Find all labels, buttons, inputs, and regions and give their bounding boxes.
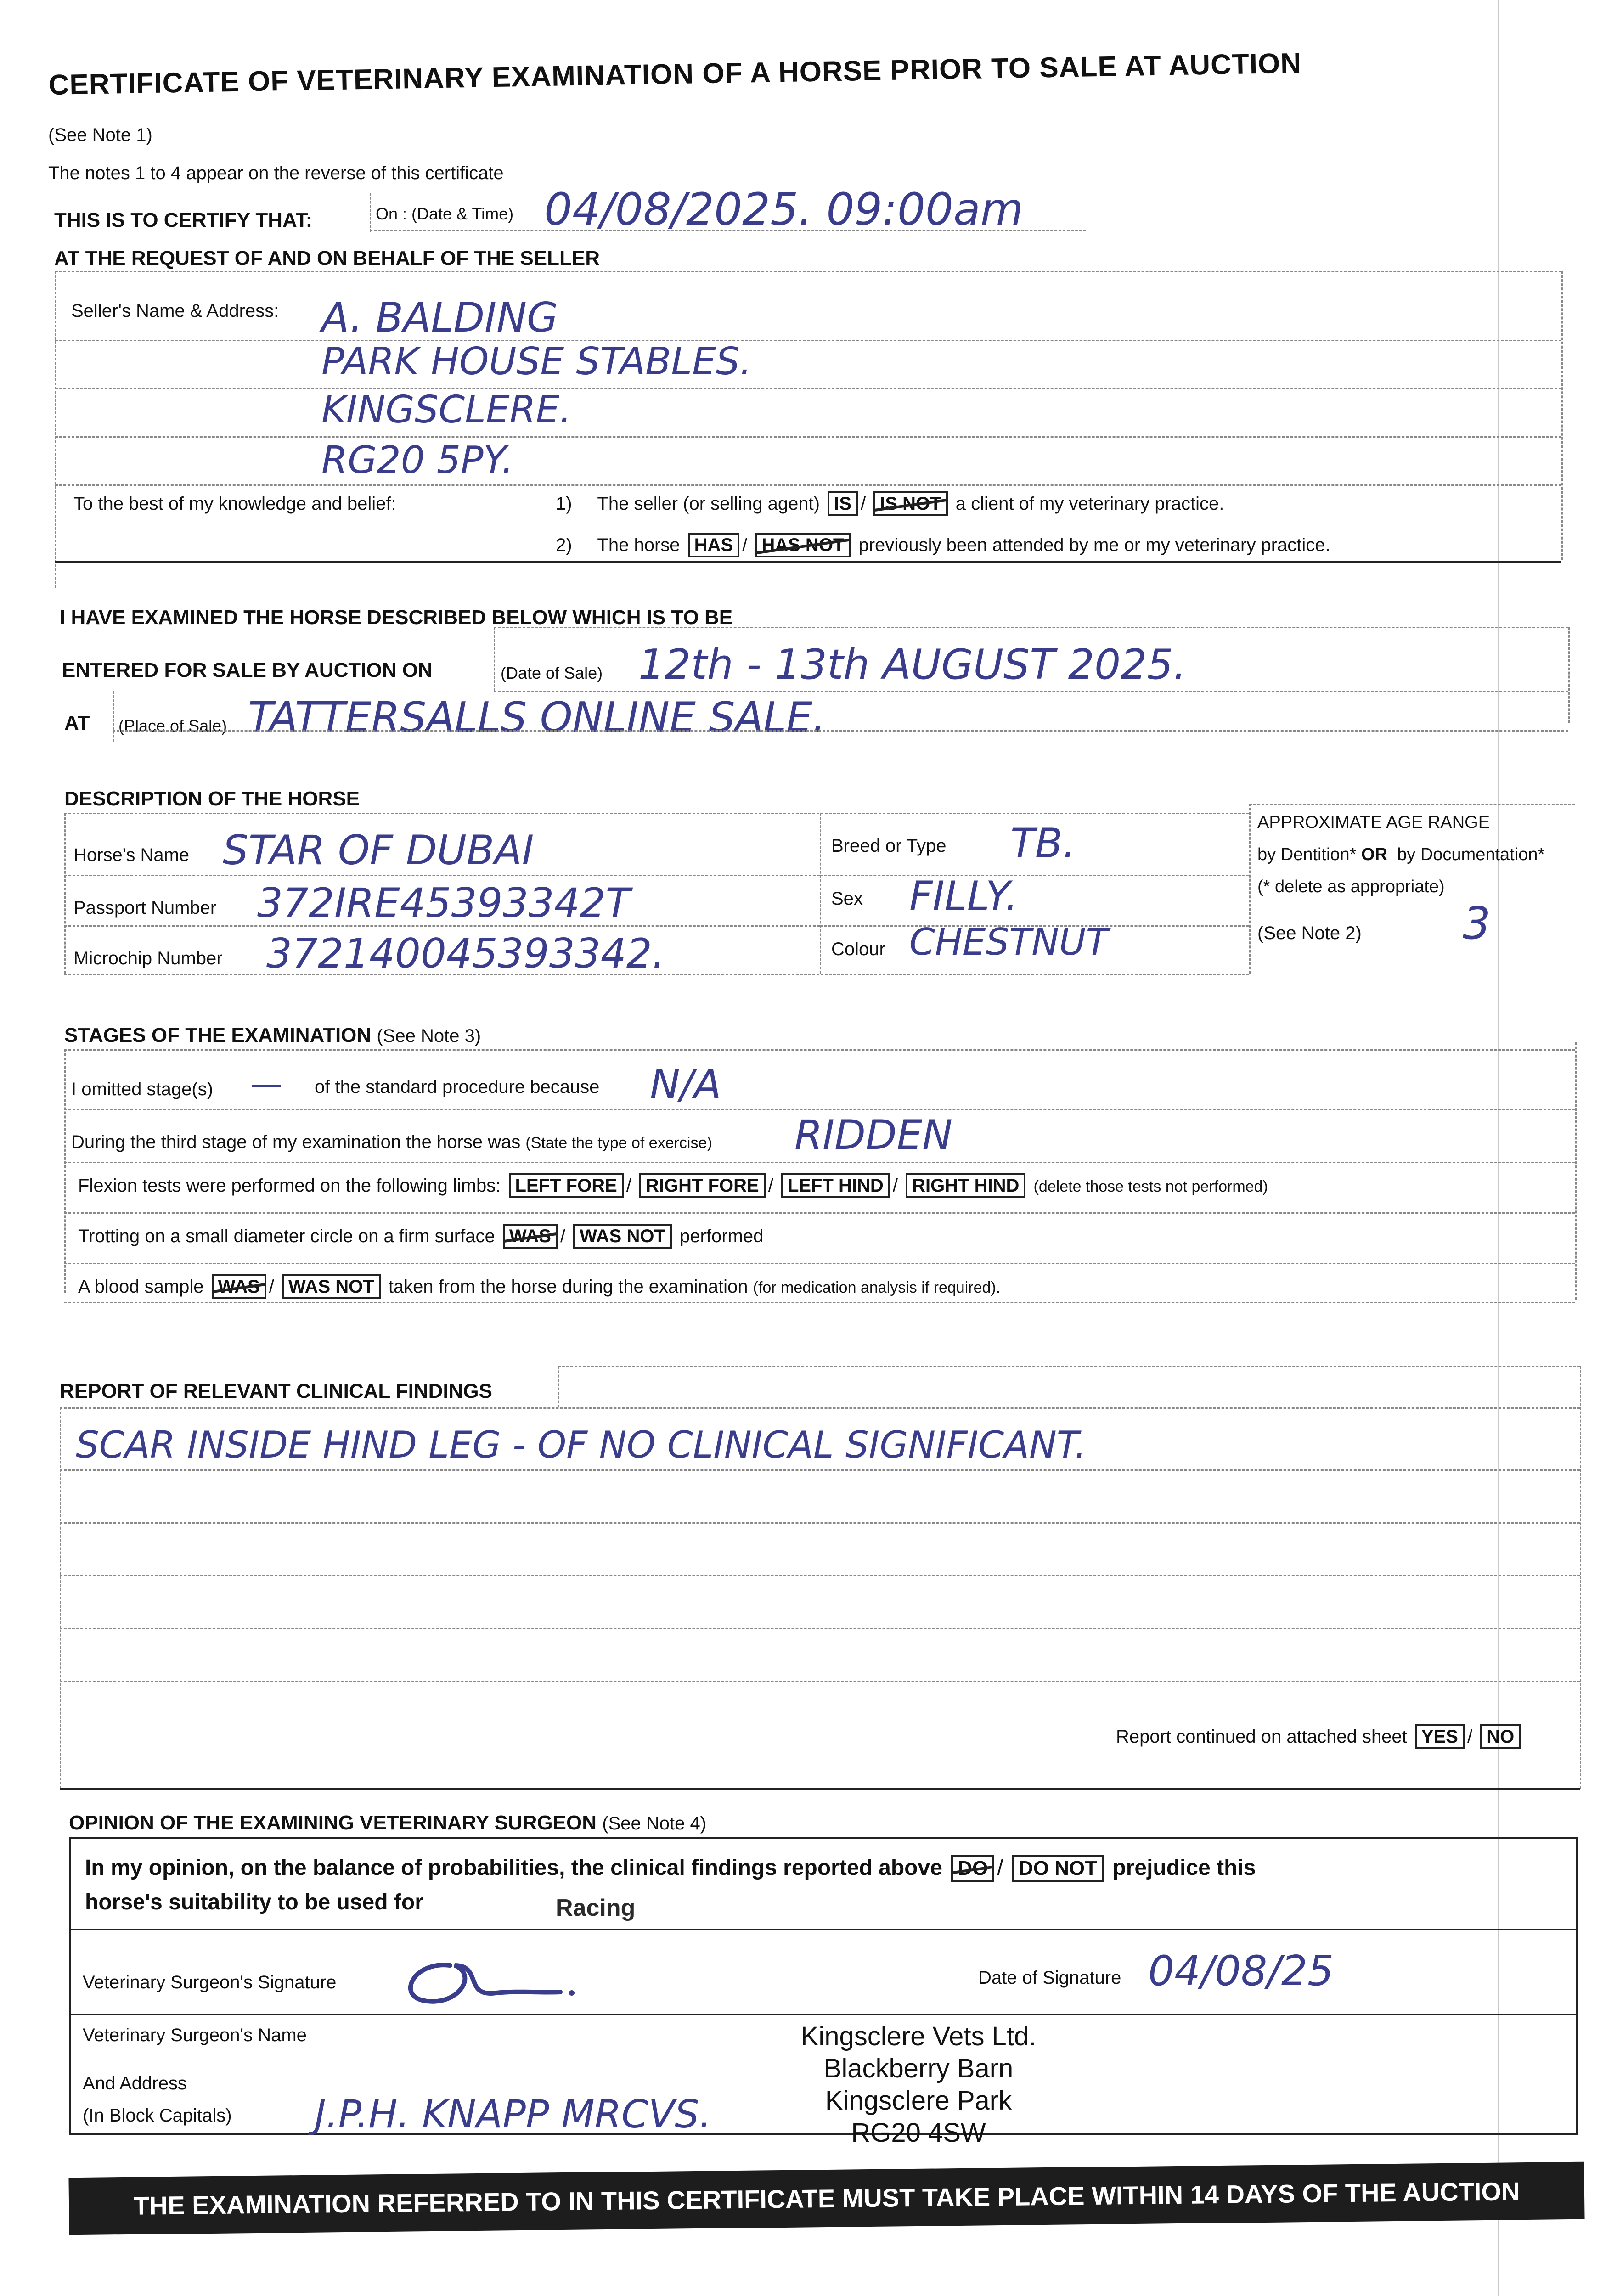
- findings-text: SCAR INSIDE HIND LEG - OF NO CLINICAL SIGNIFICANT.: [76, 1424, 1087, 1466]
- sale-heading-1: I HAVE EXAMINED THE HORSE DESCRIBED BELOW WHICH IS TO BE: [60, 606, 733, 629]
- colour-label: Colour: [831, 939, 885, 959]
- vet-name-value: J.P.H. KNAPP MRCVS.: [315, 2092, 712, 2137]
- vet-signature: [386, 1947, 579, 2011]
- at-label: AT: [64, 712, 90, 734]
- limb-right-hind: RIGHT HIND: [906, 1173, 1025, 1198]
- trotting-line: Trotting on a small diameter circle on a firm surface WAS / WAS NOT performed: [78, 1224, 763, 1249]
- continued-no-option: NO: [1480, 1724, 1521, 1749]
- question-2: 2) The horse HAS / HAS NOT previously been attended by me or my veterinary practice.: [556, 533, 1330, 557]
- breed-label: Breed or Type: [831, 836, 947, 856]
- continued-yes-option: YES: [1415, 1724, 1465, 1749]
- passport-value: 372IRE45393342T: [257, 879, 631, 927]
- omitted-because: of the standard procedure because: [315, 1077, 600, 1097]
- findings-heading: REPORT OF RELEVANT CLINICAL FINDINGS: [60, 1380, 492, 1402]
- attended-has-option: HAS: [688, 533, 739, 557]
- sex-value: FILLY.: [909, 872, 1018, 920]
- vet-address-label: And Address: [83, 2073, 187, 2093]
- trot-was-not-option: WAS NOT: [573, 1224, 672, 1249]
- place-of-sale-value: TATTERSALLS ONLINE SALE.: [248, 693, 826, 742]
- limb-left-fore: LEFT FORE: [509, 1173, 624, 1198]
- blood-was-option: WAS: [212, 1274, 266, 1299]
- see-note-1: (See Note 1): [48, 125, 152, 145]
- blood-sample-line: A blood sample WAS / WAS NOT taken from the horse during the examination (for medication analysis if required).: [78, 1274, 1000, 1299]
- date-of-sale-label: (Date of Sale): [501, 664, 603, 682]
- block-capitals-label: (In Block Capitals): [83, 2105, 232, 2126]
- age-method: by Dentition* OR by Documentation*: [1257, 845, 1545, 864]
- age-see-note-2: (See Note 2): [1257, 923, 1362, 943]
- passport-label: Passport Number: [73, 898, 217, 918]
- microchip-value: 372140045393342.: [266, 930, 665, 977]
- colour-value: CHESTNUT: [909, 921, 1109, 963]
- breed-value: TB.: [1010, 820, 1076, 867]
- seller-label: Seller's Name & Address:: [71, 301, 279, 321]
- seller-line-3: KINGSCLERE.: [321, 388, 572, 432]
- sex-label: Sex: [831, 889, 863, 909]
- seller-line-1: A. BALDING: [321, 294, 558, 341]
- date-of-sale-value: 12th - 13th AUGUST 2025.: [638, 641, 1187, 689]
- certify-label: THIS IS TO CERTIFY THAT:: [54, 209, 313, 231]
- client-is-not-option: IS NOT: [873, 491, 947, 516]
- age-heading: APPROXIMATE AGE RANGE: [1257, 813, 1490, 832]
- third-stage-value: RIDDEN: [794, 1111, 953, 1159]
- opinion-line-1: In my opinion, on the balance of probabilities, the clinical findings reported above DO / DO NOT prejudice this: [85, 1855, 1256, 1882]
- omitted-label: I omitted stage(s): [71, 1079, 214, 1099]
- opinion-do-not-option: DO NOT: [1012, 1855, 1104, 1882]
- on-date-label: On : (Date & Time): [376, 204, 514, 223]
- attended-has-not-option: HAS NOT: [755, 533, 851, 557]
- footer-notice: THE EXAMINATION REFERRED TO IN THIS CERTIFICATE MUST TAKE PLACE WITHIN 14 DAYS OF THE AUCTION: [68, 2162, 1584, 2235]
- report-continued: Report continued on attached sheet YES / NO: [1116, 1724, 1523, 1749]
- omitted-reason: N/A: [650, 1061, 721, 1108]
- on-date-value: 04/08/2025. 09:00am: [544, 184, 1024, 235]
- question-1: 1) The seller (or selling agent) IS / IS NOT a client of my veterinary practice.: [556, 491, 1224, 516]
- signature-label: Veterinary Surgeon's Signature: [83, 1972, 337, 1992]
- client-is-option: IS: [828, 491, 858, 516]
- horse-name-label: Horse's Name: [73, 845, 190, 865]
- age-value: 3: [1463, 898, 1491, 949]
- date-of-signature-label: Date of Signature: [978, 1968, 1121, 1988]
- stages-heading: STAGES OF THE EXAMINATION (See Note 3): [64, 1024, 481, 1047]
- flexion-tests: Flexion tests were performed on the following limbs: LEFT FORE / RIGHT FORE / LEFT HIND / RIGHT HIND (delete those tests not performed): [78, 1173, 1268, 1198]
- blood-was-not-option: WAS NOT: [282, 1274, 381, 1299]
- microchip-label: Microchip Number: [73, 948, 223, 968]
- limb-right-fore: RIGHT FORE: [639, 1173, 766, 1198]
- trot-was-option: WAS: [503, 1224, 558, 1249]
- opinion-do-option: DO: [951, 1855, 994, 1882]
- suitability-use: Racing: [556, 1895, 636, 1921]
- description-heading: DESCRIPTION OF THE HORSE: [64, 788, 360, 810]
- sale-heading-2: ENTERED FOR SALE BY AUCTION ON: [62, 659, 433, 681]
- request-heading: AT THE REQUEST OF AND ON BEHALF OF THE SELLER: [54, 247, 600, 270]
- belief-label: To the best of my knowledge and belief:: [73, 494, 396, 514]
- notes-line: The notes 1 to 4 appear on the reverse of this certificate: [48, 163, 504, 183]
- place-of-sale-label: (Place of Sale): [118, 716, 227, 735]
- opinion-heading: OPINION OF THE EXAMINING VETERINARY SURGEON (See Note 4): [69, 1812, 707, 1834]
- seller-line-4: RG20 5PY.: [321, 439, 514, 482]
- practice-stamp: Kingsclere Vets Ltd. Blackberry Barn Kingsclere Park RG20 4SW: [800, 2021, 1037, 2148]
- certificate-title: CERTIFICATE OF VETERINARY EXAMINATION OF A HORSE PRIOR TO SALE AT AUCTION: [48, 47, 1302, 101]
- limb-left-hind: LEFT HIND: [781, 1173, 890, 1198]
- seller-line-2: PARK HOUSE STABLES.: [321, 340, 752, 383]
- age-delete-note: (* delete as appropriate): [1257, 877, 1445, 896]
- date-of-signature-value: 04/08/25: [1148, 1947, 1334, 1995]
- vet-name-label: Veterinary Surgeon's Name: [83, 2025, 307, 2045]
- opinion-line-2: horse's suitability to be used for: [85, 1890, 423, 1914]
- horse-name-value: STAR OF DUBAI: [223, 827, 534, 874]
- omitted-value: —: [250, 1065, 282, 1103]
- third-stage-label: During the third stage of my examination the horse was (State the type of exercise): [71, 1132, 712, 1152]
